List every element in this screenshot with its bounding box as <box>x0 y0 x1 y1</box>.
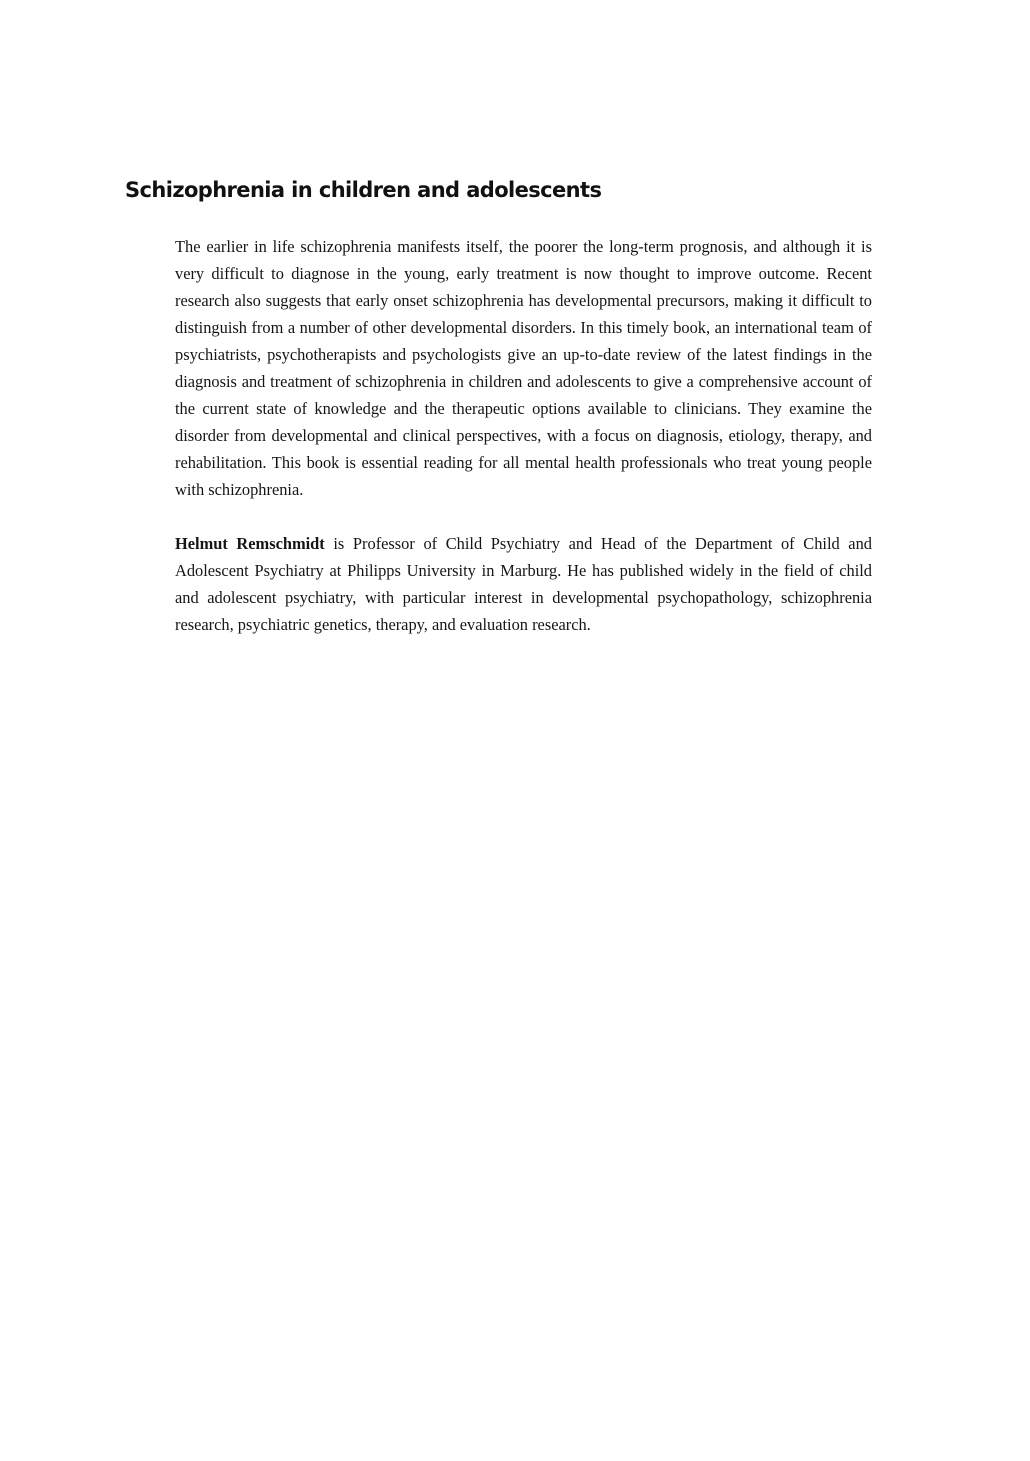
book-title: Schizophrenia in children and adolescents <box>125 178 602 202</box>
author-name: Helmut Remschmidt <box>175 534 325 553</box>
author-bio-paragraph <box>175 530 872 638</box>
author-bio-text: is Professor of Child Psychiatry and Head of the Department of Child and Adolescent Psychiatry at Philipps University in Marburg. He has published widely in the field of child and adolescent psychiatry, with particular interest in developmental psychopathology, schizophrenia research, psychiatric genetics, therapy, and evaluation research. <box>175 534 872 634</box>
description-paragraph: The earlier in life schizophrenia manifests itself, the poorer the long-term prognosis, and although it is very difficult to diagnose in the young, early treatment is now thought to improve outcome. Recent research also suggests that early onset schizophrenia has developmental precursors, making it difficult to distinguish from a number of other developmental disorders. In this timely book, an international team of psychiatrists, psychotherapists and psychologists give an up-to-date review of the latest findings in the diagnosis and treatment of schizophrenia in children and adolescents to give a comprehensive account of the current state of knowledge and the therapeutic options available to clinicians. They examine the disorder from developmental and clinical perspectives, with a focus on diagnosis, etiology, therapy, and rehabilitation. This book is essential reading for all mental health professionals who treat young people with schizophrenia. <box>175 237 872 499</box>
book-blurb <box>175 233 872 638</box>
